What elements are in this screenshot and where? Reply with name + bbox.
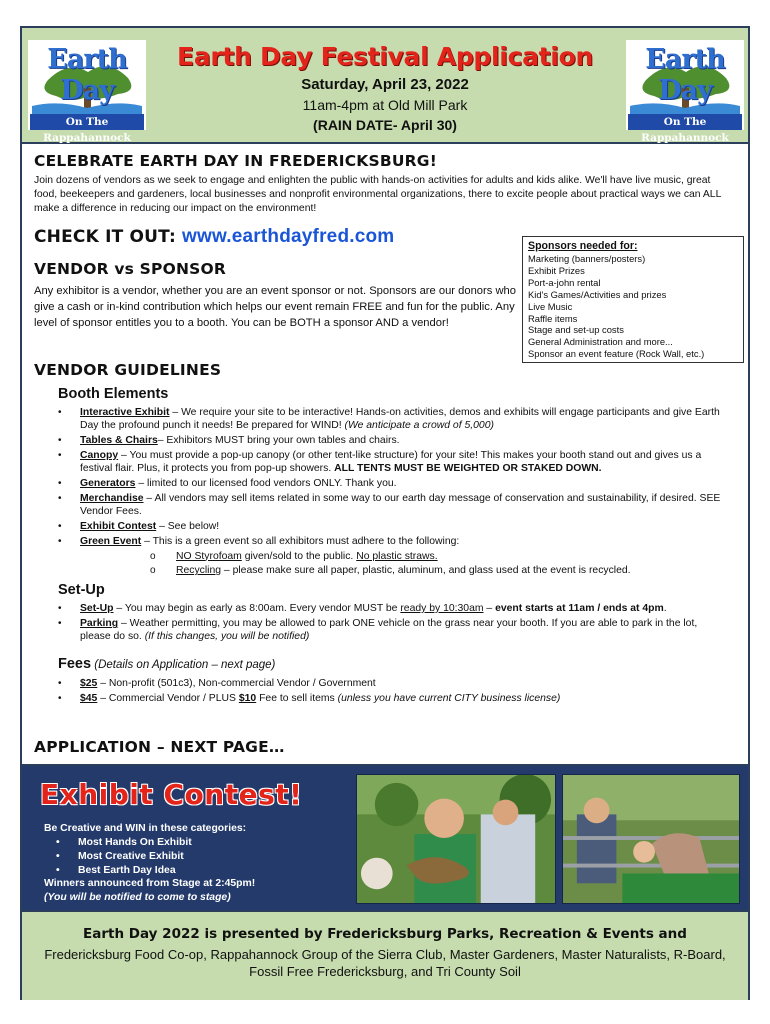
photo-goat-petting bbox=[562, 774, 740, 904]
fees-note: (Details on Application – next page) bbox=[91, 659, 276, 671]
list-item: • Exhibit Contest – See below! bbox=[58, 521, 730, 534]
vendor-vs-sponsor-heading: VENDOR vs SPONSOR bbox=[34, 260, 227, 278]
sponsor-item: Raffle items bbox=[528, 312, 578, 324]
sponsor-item: Stage and set-up costs bbox=[528, 324, 624, 336]
page-title: Earth Day Festival Application bbox=[177, 42, 593, 71]
exhibit-contest-title: Exhibit Contest! bbox=[40, 778, 303, 811]
exhibit-category: • Most Hands On Exhibit bbox=[56, 836, 192, 849]
fees-list bbox=[58, 678, 730, 708]
event-date: Saturday, April 23, 2022 bbox=[301, 76, 469, 93]
sponsor-item: Exhibit Prizes bbox=[528, 264, 585, 276]
rain-date: (RAIN DATE- April 30) bbox=[313, 117, 457, 133]
booth-elements-heading: Booth Elements bbox=[58, 386, 169, 402]
winners-announcement: Winners announced from Stage at 2:45pm! bbox=[44, 878, 256, 889]
list-item: • Generators – limited to our licensed food vendors ONLY. Thank you. bbox=[58, 478, 730, 491]
sponsors-box bbox=[522, 236, 744, 363]
sponsors-title: Sponsors needed for: bbox=[528, 240, 638, 252]
list-item: • Interactive Exhibit – We require your site to be interactive! Hands-on activities, demos and exhibits will engage participants and give Earth Day the profound punch it needs! Be prepared for WIND! (We anticipate a crowd of 5,000) bbox=[58, 407, 730, 432]
page-frame bbox=[20, 26, 750, 1000]
logo-title: Earth Day bbox=[645, 44, 725, 106]
list-item: o Recycling – please make sure all paper, plastic, aluminum, and glass used at the event is recycled. bbox=[150, 565, 730, 578]
exhibit-category: • Best Earth Day Idea bbox=[56, 864, 176, 877]
photo-icon bbox=[563, 775, 739, 903]
list-item: • Tables & Chairs– Exhibitors MUST bring your own tables and chairs. bbox=[58, 435, 730, 448]
sponsor-item: Sponsor an event feature (Rock Wall, etc.) bbox=[528, 348, 705, 360]
presented-by: Earth Day 2022 is presented by Fredericksburg Parks, Recreation & Events and bbox=[83, 926, 687, 942]
footer-banner bbox=[22, 910, 748, 1000]
sponsor-item: Live Music bbox=[528, 300, 573, 312]
website-link[interactable]: www.earthdayfred.com bbox=[182, 226, 395, 247]
list-item: • $45 – Commercial Vendor / PLUS $10 Fee to sell items (unless you have current CITY business license) bbox=[58, 693, 730, 706]
event-time: 11am-4pm at Old Mill Park bbox=[302, 97, 468, 113]
booth-elements-list bbox=[58, 407, 730, 580]
logo-title: Earth Day bbox=[47, 44, 127, 106]
vendor-vs-sponsor-text: Any exhibitor is a vendor, whether you are an event sponsor or not. Sponsors are our donors who give a cash or in-kind contribution which helps our event remain FREE and fun for the public. Any level of sponsor entitles you to a booth. You can be BOTH a sponsor AND a vendor! bbox=[34, 285, 516, 329]
exhibit-contest-panel bbox=[22, 764, 748, 910]
partners-list: Fredericksburg Food Co-op, Rappahannock Group of the Sierra Club, Master Gardeners, Master Naturalists, R-Board, Fossil Free Fredericksburg, and Tri County Soil bbox=[44, 947, 726, 979]
list-item: • Canopy – You must provide a pop-up canopy (or other tent-like structure) for your site! This makes your booth stand out and gives us a festival flair. Plus, it protects you from pop-up showers. ALL TENTS MUST BE WEIGHTED OR STAKED DOWN. bbox=[58, 450, 730, 475]
check-it-out-label: CHECK IT OUT: bbox=[34, 227, 177, 247]
list-item: • Merchandise – All vendors may sell items related in some way to our earth day message of conservation and sustainability, if desired. SEE Vendor Fees. bbox=[58, 493, 730, 518]
list-item: • Green Event – This is a green event so all exhibitors must adhere to the following: o NO Styrofoam given/sold to the public. No plastic straws. o Recycling – please make sure all paper, plastic, aluminum, and glass used at the event is recycled. bbox=[58, 536, 730, 578]
header-banner bbox=[22, 28, 748, 144]
intro-paragraph: Join dozens of vendors as we seek to engage and enlighten the public with hands-on activities for adults and kids alike. We'll have live music, great food, beekeepers and gardeners, local businesses and nonprofit environmental organizations, there to excite people about practical ways we can ALL make a difference in reducing our impact on the environment! bbox=[34, 175, 721, 214]
sponsor-item: Kid's Games/Activities and prizes bbox=[528, 288, 667, 300]
list-item: o NO Styrofoam given/sold to the public. No plastic straws. bbox=[150, 551, 730, 564]
fees-heading: Fees (Details on Application – next page) bbox=[58, 656, 276, 672]
list-item: • Parking – Weather permitting, you may be allowed to park ONE vehicle on the grass near your booth. If you are able to park in the lot, please do so. (If this changes, you will be notified) bbox=[58, 618, 730, 643]
earth-day-logo-left bbox=[28, 40, 146, 144]
setup-list bbox=[58, 603, 730, 646]
exhibit-category: • Most Creative Exhibit bbox=[56, 850, 184, 863]
vendor-guidelines-heading: VENDOR GUIDELINES bbox=[34, 361, 222, 379]
application-next-page: APPLICATION – NEXT PAGE… bbox=[34, 738, 285, 756]
green-event-list bbox=[150, 551, 730, 578]
sponsor-item: Port-a-john rental bbox=[528, 276, 601, 288]
sponsor-item: General Administration and more... bbox=[528, 336, 673, 348]
earth-day-logo-right bbox=[626, 40, 744, 144]
logo-band: On The Rappahannock bbox=[30, 114, 144, 130]
exhibit-intro: Be Creative and WIN in these categories: bbox=[44, 823, 247, 834]
photo-icon bbox=[357, 775, 555, 903]
celebrate-heading: CELEBRATE EARTH DAY IN FREDERICKSBURG! bbox=[34, 152, 437, 170]
list-item: • $25 – Non-profit (501c3), Non-commercial Vendor / Government bbox=[58, 678, 730, 691]
notified-note: (You will be notified to come to stage) bbox=[44, 892, 231, 903]
setup-heading: Set-Up bbox=[58, 582, 105, 598]
photo-children-snake bbox=[356, 774, 556, 904]
list-item: • Set-Up – You may begin as early as 8:00am. Every vendor MUST be ready by 10:30am – event starts at 11am / ends at 4pm. bbox=[58, 603, 730, 616]
logo-band: On The Rappahannock bbox=[628, 114, 742, 130]
sponsor-item: Marketing (banners/posters) bbox=[528, 253, 646, 264]
check-it-out bbox=[34, 226, 394, 248]
